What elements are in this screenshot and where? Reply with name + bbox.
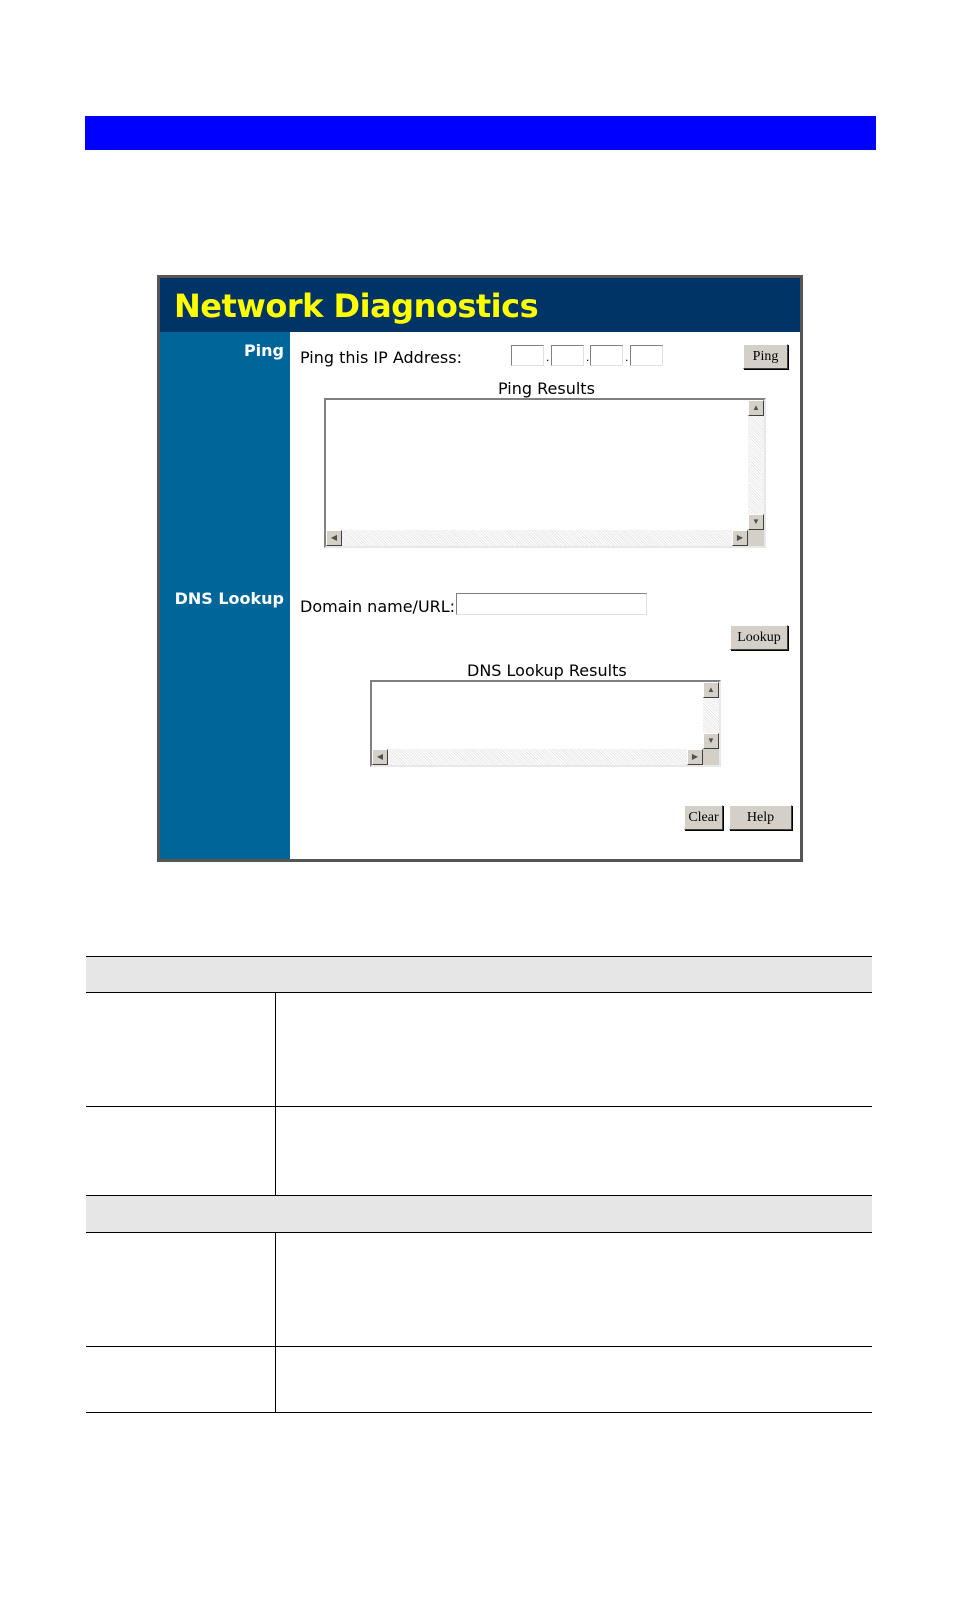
- domain-label: Domain name/URL:: [300, 597, 456, 616]
- network-diagnostics-screenshot: [157, 275, 803, 862]
- scroll-corner: [703, 749, 719, 765]
- scroll-left-icon[interactable]: ◀: [372, 749, 388, 765]
- section-header-bar: [85, 116, 876, 150]
- dns-results-label: DNS Lookup Results: [467, 661, 627, 680]
- ip-octet-1-input[interactable]: [511, 345, 544, 366]
- dns-results-hscrollbar[interactable]: [372, 749, 703, 765]
- page-title: Network Diagnostics: [160, 278, 800, 332]
- ip-separator: .: [625, 350, 629, 364]
- scroll-down-icon[interactable]: ▼: [703, 733, 719, 749]
- table-section-header: [86, 1196, 872, 1233]
- ping-section-label: Ping: [243, 341, 284, 360]
- ip-separator: .: [546, 350, 550, 364]
- lookup-button[interactable]: Lookup: [730, 625, 788, 650]
- help-button[interactable]: Help: [729, 805, 792, 830]
- dns-section-label: DNS Lookup: [174, 589, 284, 608]
- table-row: [86, 1107, 872, 1196]
- scroll-up-icon[interactable]: ▲: [748, 400, 764, 416]
- scroll-down-icon[interactable]: ▼: [748, 514, 764, 530]
- scroll-corner: [748, 530, 764, 546]
- table-row: [86, 993, 872, 1107]
- table-section-header: [86, 956, 872, 993]
- scroll-right-icon[interactable]: ▶: [732, 530, 748, 546]
- ping-results-vscrollbar[interactable]: [748, 400, 764, 530]
- scroll-right-icon[interactable]: ▶: [687, 749, 703, 765]
- table-row: [86, 1347, 872, 1413]
- ping-results-textarea[interactable]: [324, 398, 766, 548]
- ip-octet-4-input[interactable]: [630, 345, 663, 366]
- ip-separator: .: [586, 350, 590, 364]
- dns-results-textarea[interactable]: [370, 680, 721, 767]
- ip-octet-2-input[interactable]: [551, 345, 584, 366]
- ping-results-hscrollbar[interactable]: [326, 530, 748, 546]
- ping-ip-label: Ping this IP Address:: [300, 348, 462, 367]
- scroll-up-icon[interactable]: ▲: [703, 682, 719, 698]
- ping-results-label: Ping Results: [498, 379, 595, 398]
- domain-input[interactable]: [456, 593, 647, 615]
- scroll-left-icon[interactable]: ◀: [326, 530, 342, 546]
- ip-octet-3-input[interactable]: [590, 345, 623, 366]
- table-row: [86, 1233, 872, 1347]
- clear-button[interactable]: Clear: [684, 805, 723, 830]
- ping-button[interactable]: Ping: [743, 344, 788, 369]
